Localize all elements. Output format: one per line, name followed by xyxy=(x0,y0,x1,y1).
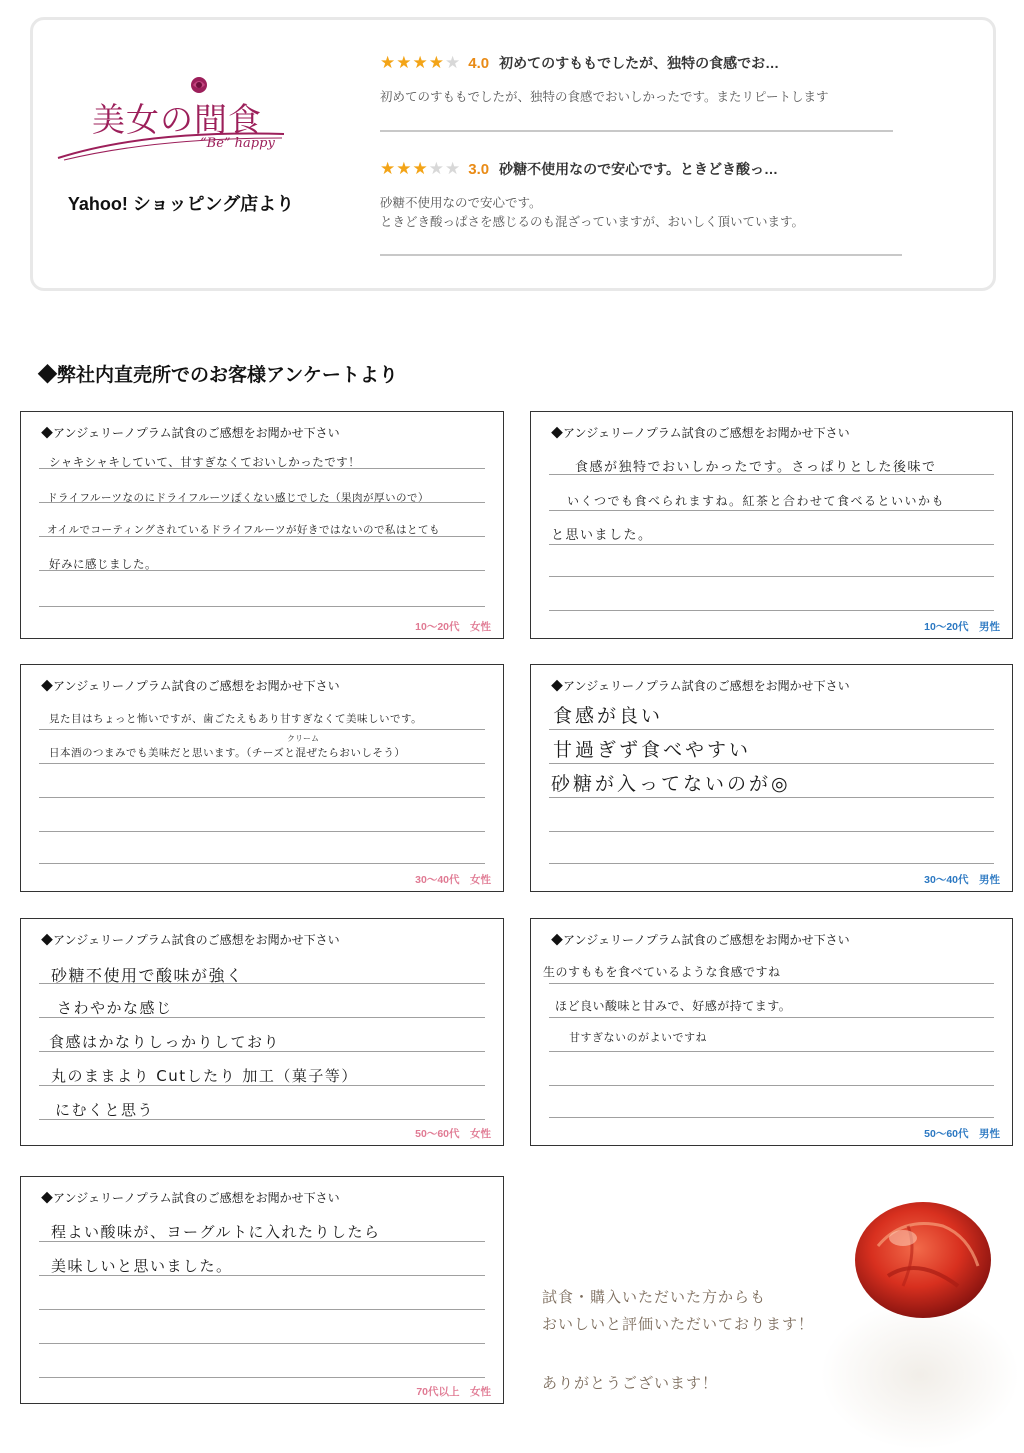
survey-card xyxy=(20,918,504,1146)
handwritten-line: ドライフルーツなのにドライフルーツぽくない感じでした（果肉が厚いので） xyxy=(47,492,430,504)
age-gender-label: 10～20代 男性 xyxy=(924,621,1000,633)
handwritten-line: シャキシャキしていて、甘すぎなくておいしかったです！ xyxy=(49,455,361,469)
handwritten-line: 美味しいと思いました。 xyxy=(51,1257,233,1275)
age-gender-label: 70代以上 女性 xyxy=(416,1386,491,1398)
card-header: ◆アンジェリーノプラム試食のご感想をお聞かせ下さい xyxy=(41,933,340,947)
card-header: ◆アンジェリーノプラム試食のご感想をお聞かせ下さい xyxy=(41,1191,340,1205)
card-header: ◆アンジェリーノプラム試食のご感想をお聞かせ下さい xyxy=(551,679,850,693)
rule-line xyxy=(39,606,485,607)
handwritten-line: さわやかな感じ xyxy=(57,999,173,1017)
rule-line xyxy=(549,510,994,511)
rule-line xyxy=(549,831,994,832)
age-gender-label: 30～40代 男性 xyxy=(924,874,1000,886)
handwritten-line: 食感が良い xyxy=(553,705,664,727)
rule-line xyxy=(549,610,994,611)
handwritten-line: 好みに感じました。 xyxy=(49,557,157,571)
rule-line xyxy=(549,763,994,764)
divider xyxy=(380,130,893,132)
star-icon: ★ xyxy=(396,52,412,73)
review-body-line: 初めてのすももでしたが、独特の食感でおいしかったです。またリピートします xyxy=(380,90,829,104)
handwritten-line: 甘すぎないのがよいですね xyxy=(569,1031,707,1044)
review-score: 4.0 xyxy=(468,54,490,72)
age-gender-label: 50～60代 女性 xyxy=(415,1128,491,1140)
handwritten-line: 程よい酸味が、ヨーグルトに入れたりしたら xyxy=(51,1223,381,1241)
star-icon: ★ xyxy=(412,158,428,179)
rule-line xyxy=(39,763,485,764)
card-header: ◆アンジェリーノプラム試食のご感想をお聞かせ下さい xyxy=(551,933,850,947)
review-body xyxy=(380,88,910,107)
survey-card xyxy=(530,664,1013,892)
rule-line xyxy=(549,797,994,798)
survey-card xyxy=(20,664,504,892)
brand-logo xyxy=(56,60,286,170)
star-icon: ★ xyxy=(412,52,428,73)
handwritten-line: 食感はかなりしっかりしており xyxy=(49,1033,281,1051)
handwritten-line: いくつでも食べられますね。紅茶と合わせて食べるといいかも xyxy=(567,494,946,508)
section-heading: ◆弊社内直売所でのお客様アンケートより xyxy=(38,365,398,386)
handwritten-line: 砂糖が入ってないのが◎ xyxy=(551,773,791,795)
handwritten-line: オイルでコーティングされているドライフルーツが好きではないので私はとても xyxy=(47,524,440,536)
brand-logo-text: 美女の間食 xyxy=(92,100,262,139)
star-icon: ★ xyxy=(396,158,412,179)
handwritten-note: クリーム xyxy=(287,734,319,743)
review-title: 砂糖不使用なので安心です。ときどき酸っ… xyxy=(499,161,778,177)
handwritten-line: 食感が独特でおいしかったです。さっぱりとした後味で xyxy=(575,460,937,475)
handwritten-line: 甘過ぎず食べやすい xyxy=(553,739,752,761)
star-rating xyxy=(380,158,461,179)
rule-line xyxy=(549,983,994,984)
shop-source-label: Yahoo! ショッピング店より xyxy=(67,194,295,214)
review-item xyxy=(380,158,910,232)
rule-line xyxy=(39,729,485,730)
card-header: ◆アンジェリーノプラム試食のご感想をお聞かせ下さい xyxy=(41,426,340,440)
star-icon: ★ xyxy=(445,158,461,179)
handwritten-line: にむくと思う xyxy=(55,1101,155,1119)
thanks-line: ありがとうございます！ xyxy=(542,1374,719,1392)
star-rating xyxy=(380,52,461,73)
star-icon: ★ xyxy=(428,158,444,179)
rose-icon xyxy=(184,74,214,96)
rule-line xyxy=(549,576,994,577)
rule-line xyxy=(39,797,485,798)
thanks-line: おいしいと評価いただいております！ xyxy=(542,1315,815,1333)
rule-line xyxy=(39,1343,485,1344)
thanks-line: 試食・購入いただいた方からも xyxy=(542,1288,767,1306)
rule-line xyxy=(39,1309,485,1310)
rule-line xyxy=(549,544,994,545)
star-icon: ★ xyxy=(428,52,444,73)
rule-line xyxy=(39,831,485,832)
review-item xyxy=(380,52,910,107)
rule-line xyxy=(39,863,485,864)
survey-card xyxy=(530,411,1013,639)
handwritten-line: 砂糖不使用で酸味が強く xyxy=(51,966,244,985)
survey-card xyxy=(530,918,1013,1146)
survey-card xyxy=(20,1176,504,1404)
age-gender-label: 50～60代 男性 xyxy=(924,1128,1000,1140)
handwritten-line: 生のすももを食べているような食感ですね xyxy=(543,965,781,979)
card-header: ◆アンジェリーノプラム試食のご感想をお聞かせ下さい xyxy=(41,679,340,693)
rule-line xyxy=(549,1017,994,1018)
card-header: ◆アンジェリーノプラム試食のご感想をお聞かせ下さい xyxy=(551,426,850,440)
rule-line xyxy=(549,863,994,864)
handwritten-line: ほど良い酸味と甘みで、好感が持てます。 xyxy=(555,999,792,1013)
divider xyxy=(380,254,902,256)
handwritten-line: 丸のままより Cutしたり 加工（菓子等） xyxy=(51,1067,358,1085)
star-icon: ★ xyxy=(380,158,396,179)
handwritten-line: 見た目はちょっと怖いですが、歯ごたえもあり甘すぎなくて美味しいです。 xyxy=(49,713,423,725)
review-score: 3.0 xyxy=(468,160,490,178)
review-body-line: 砂糖不使用なので安心です。 xyxy=(380,196,542,210)
star-icon: ★ xyxy=(380,52,396,73)
brand-logo-subtitle: “Be” happy xyxy=(200,136,275,151)
dried-plum-image xyxy=(848,1196,998,1326)
rule-line xyxy=(549,1085,994,1086)
review-body-line: ときどき酸っぱさを感じるのも混ざっていますが、おいしく頂いています。 xyxy=(380,215,805,229)
rule-line xyxy=(549,1117,994,1118)
rule-line xyxy=(39,1377,485,1378)
handwritten-line: 日本酒のつまみでも美味だと思います。（チーズと混ぜたらおいしそう） xyxy=(49,747,406,759)
age-gender-label: 30～40代 女性 xyxy=(415,874,491,886)
review-title: 初めてのすももでしたが、独特の食感でお… xyxy=(499,55,780,71)
review-body xyxy=(380,194,910,232)
thanks-message xyxy=(542,1284,814,1338)
star-icon: ★ xyxy=(445,52,461,73)
rule-line xyxy=(549,1051,994,1052)
survey-card xyxy=(20,411,504,639)
rule-line xyxy=(549,729,994,730)
handwritten-line: と思いました。 xyxy=(551,528,653,543)
age-gender-label: 10～20代 女性 xyxy=(415,621,491,633)
